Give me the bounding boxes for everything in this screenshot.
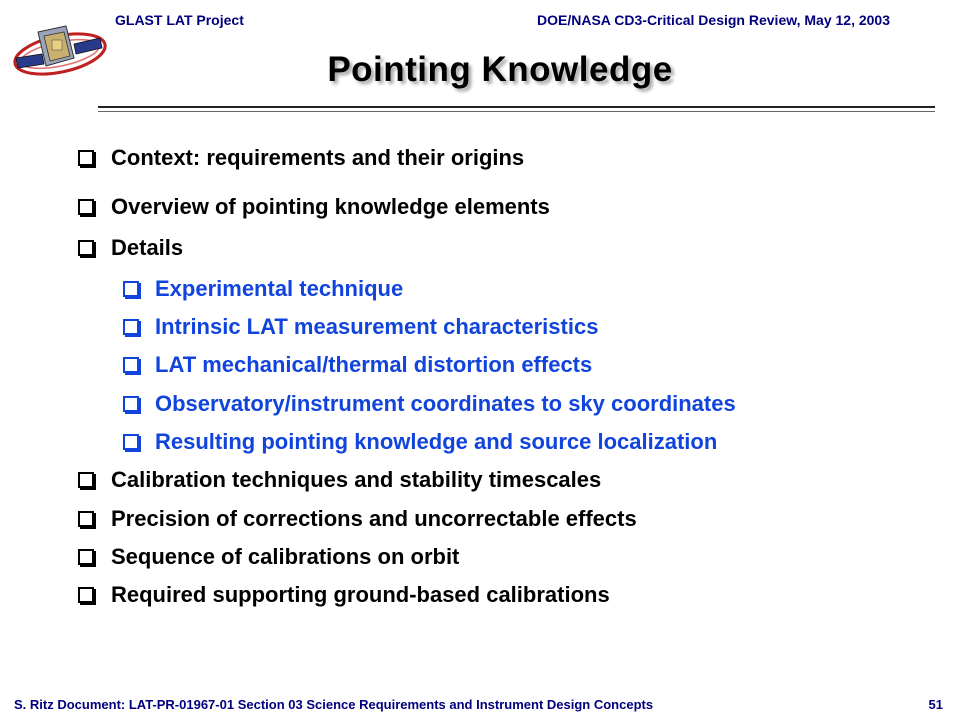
sub-bullet-text: Observatory/instrument coordinates to sky coordinates [155,391,736,416]
bullet-item [78,194,550,220]
checkbox-bullet-icon [78,511,94,527]
title-divider-thin [98,111,935,112]
sub-bullet-text: Resulting pointing knowledge and source localization [155,429,718,454]
checkbox-bullet-icon [123,281,139,297]
bullet-text: Context: requirements and their origins [111,145,525,170]
footer-document-info: S. Ritz Document: LAT-PR-01967-01 Section 03 Science Requirements and Instrument Design Concepts [14,697,654,712]
sub-bullet-item [123,429,717,455]
bullet-text: Details [111,235,184,260]
bullet-text: Precision of corrections and uncorrectable effects [111,506,637,531]
checkbox-bullet-icon [78,472,94,488]
header-review: DOE/NASA CD3-Critical Design Review, May 12, 2003 [537,12,890,28]
sub-bullet-item [123,352,592,378]
page-number: 51 [928,697,943,712]
checkbox-bullet-icon [78,240,94,256]
bullet-item [78,467,601,493]
sub-bullet-item [123,314,598,340]
checkbox-bullet-icon [123,434,139,450]
checkbox-bullet-icon [78,150,94,166]
sub-bullet-text: Experimental technique [155,276,404,301]
checkbox-bullet-icon [123,396,139,412]
bullet-item [78,235,183,261]
bullet-item [78,506,637,532]
sub-bullet-text: Intrinsic LAT measurement characteristics [155,314,599,339]
bullet-text: Sequence of calibrations on orbit [111,544,460,569]
checkbox-bullet-icon [78,587,94,603]
bullet-text: Calibration techniques and stability timescales [111,467,602,492]
sub-bullet-item [123,391,736,417]
checkbox-bullet-icon [78,199,94,215]
bullet-item [78,145,524,171]
slide-title: Pointing Knowledge [327,50,673,89]
title-divider [98,106,935,108]
checkbox-bullet-icon [123,319,139,335]
header-project: GLAST LAT Project [115,12,244,28]
bullet-text: Required supporting ground-based calibrations [111,582,610,607]
checkbox-bullet-icon [78,549,94,565]
checkbox-bullet-icon [123,357,139,373]
sub-bullet-text: LAT mechanical/thermal distortion effects [155,352,593,377]
bullet-item [78,582,610,608]
bullet-item [78,544,459,570]
sub-bullet-item [123,276,403,302]
bullet-text: Overview of pointing knowledge elements [111,194,550,219]
